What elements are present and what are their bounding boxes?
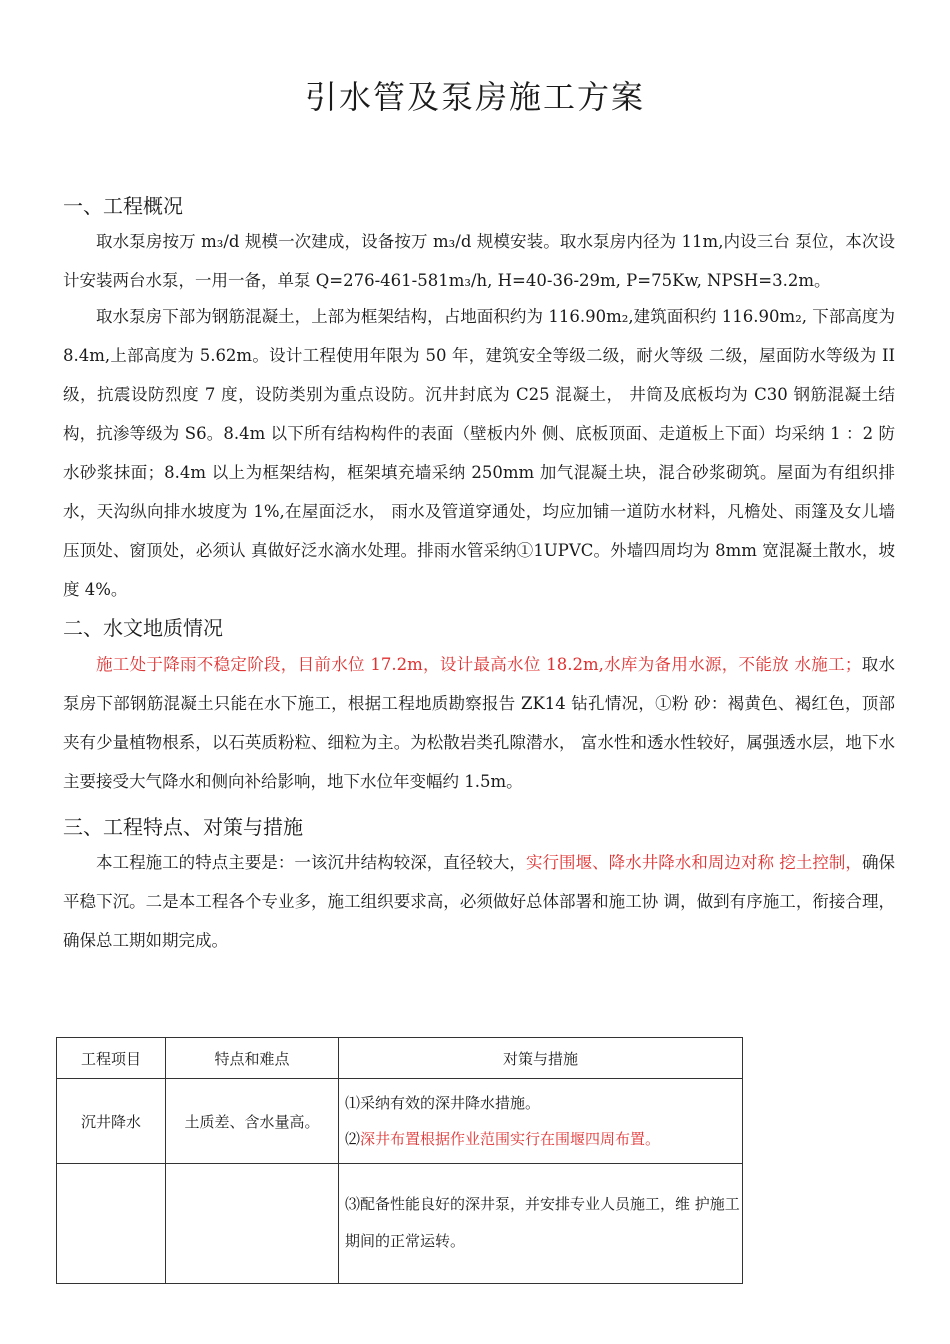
section-heading-overview: 一、工程概况 — [63, 194, 183, 218]
features-text-b: 确保平稳下沉。二是本工程各个专业多，施工组织要求高，必须做好总体部署和施工协 调，做到有序施工，衔接合理，确保总工期如期完成。 — [63, 853, 896, 950]
row2-item — [57, 1164, 166, 1284]
row1-measures — [339, 1079, 743, 1164]
section-heading-hydrogeology: 二、水文地质情况 — [63, 616, 223, 640]
features-text-a: 本工程施工的特点主要是：一该沉井结构较深，直径较大， — [96, 853, 526, 872]
header-measures: 对策与措施 — [339, 1038, 743, 1079]
overview-paragraph-2: 取水泵房下部为钢筋混凝土，上部为框架结构，占地面积约为 116.90m₂,建筑面积约 116.90m₂, 下部高度为 8.4m,上部高度为 5.62m。设计工程使用年限为 50 年，建筑安全等级二级，耐火等级 二级，屋面防水等级为 II 级，抗震设防烈度 7 度，设防类别为重点设防。沉井封底为 C25 混凝土， 井筒及底板均为 C30 钢筋混凝土结构，抗渗等级为 S6。8.4m 以下所有结构构件的表面（壁板内外 侧、底板顶面、走道板上下面）均采纳 1 ：2 防水砂浆抹面；8.4m 以上为框架结构，框架填充墙采纳 250mm 加气混凝土块，混合砂浆砌筑。屋面为有组织排水，天沟纵向排水坡度为 1%,在屋面泛水， 雨水及管道穿通处，均应加铺一道防水材料，凡檐处、雨篷及女儿墙压顶处、窗顶处，必须认 真做好泛水滴水处理。排雨水管采纳①1UPVC。外墙四周均为 8mm 宽混凝土散水，坡度 4%。 — [63, 307, 895, 599]
hydrogeology-red-text: 施工处于降雨不稳定阶段，目前水位 17.2m，设计最高水位 18.2m,水库为备用水源，不能放 水施工； — [96, 655, 862, 674]
measure-3: ⑶配备性能良好的深井泵，并安排专业人员施工，维 护施工期间的正常运转。 — [345, 1195, 740, 1250]
table-row — [57, 1079, 743, 1164]
table-row — [57, 1164, 743, 1284]
overview-paragraph-1: 取水泵房按万 m₃/d 规模一次建成，设备按万 m₃/d 规模安装。取水泵房内径为 11m,内设三台 泵位，本次设计安装两台水泵，一用一备，单泵 Q=276-461-581m₃/h, H=40-36-29m, P=75Kw, NPSH=3.2m。 — [63, 232, 895, 290]
header-difficulty: 特点和难点 — [166, 1038, 339, 1079]
table-header-row — [57, 1038, 743, 1079]
document-title: 引水管及泵房施工方案 — [304, 78, 645, 116]
measure-2: ⑵深井布置根据作业范围实行在围堰四周布置。 — [345, 1130, 661, 1148]
header-item: 工程项目 — [57, 1038, 166, 1079]
features-red-text: 实行围堰、降水井降水和周边对称 挖土控制， — [525, 853, 862, 872]
row2-difficulty — [166, 1164, 339, 1284]
hydrogeology-text: 取水泵房下部钢筋混凝土只能在水下施工，根据工程地质勘察报告 ZK14 钻孔情况，①粉 砂：褐黄色、褐红色，顶部夹有少量植物根系，以石英质粉粒、细粒为主。为松散岩类孔隙潜水， 富水性和透水性较好，属强透水层，地下水主要接受大气降水和侧向补给影响，地下水位年变幅约 1.5m。 — [63, 655, 896, 791]
measure-1: ⑴采纳有效的深井降水措施。 — [345, 1094, 541, 1112]
row2-measures — [339, 1164, 743, 1284]
measures-table-wrapper — [56, 1037, 742, 1250]
hydrogeology-paragraph — [63, 645, 895, 801]
measure-2-red: 深井布置根据作业范围实行在围堰四周布置。 — [360, 1130, 661, 1148]
features-paragraph — [63, 843, 895, 960]
row1-difficulty: 土质差、含水量高。 — [166, 1079, 339, 1164]
measures-table — [56, 1037, 743, 1284]
section-heading-features: 三、工程特点、对策与措施 — [63, 815, 303, 839]
row1-item: 沉井降水 — [57, 1079, 166, 1164]
